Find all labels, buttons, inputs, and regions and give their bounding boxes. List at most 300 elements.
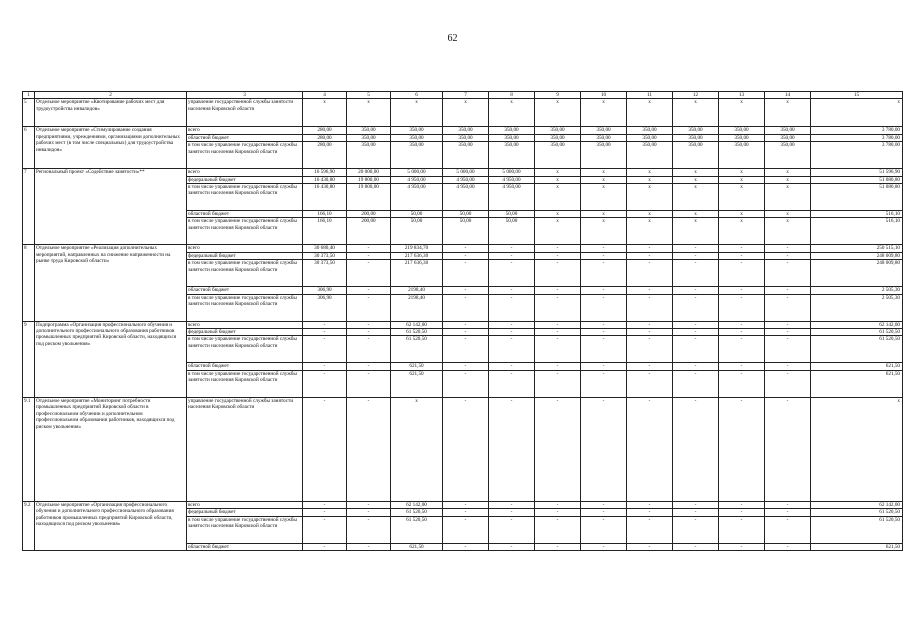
year-value: - [443,397,489,501]
year-value: - [535,501,581,508]
year-value: - [443,370,489,397]
year-value: - [489,397,535,501]
year-value: - [673,260,719,287]
year-value: - [303,370,347,397]
year-value: 350,00 [391,134,443,141]
year-value: - [581,501,627,508]
year-value: 5 000,00 [443,169,489,176]
total-value: 51 596,90 [811,169,903,176]
year-value: - [489,336,535,363]
year-value: х [627,211,673,218]
year-value: - [581,543,627,550]
year-value: 61 520,50 [391,329,443,336]
header-row [23,92,903,99]
year-value: 350,00 [627,134,673,141]
funding-source: федеральный бюджет [187,252,303,259]
year-value: - [673,294,719,321]
year-value: - [581,516,627,543]
year-value: 30 373,50 [303,260,347,287]
funding-source: всего [187,321,303,328]
year-value: - [581,260,627,287]
year-value: - [673,287,719,294]
year-value: 350,00 [443,142,489,169]
year-value: х [581,184,627,211]
year-value: - [673,516,719,543]
table-row [23,245,903,252]
col-header: 8 [489,92,535,99]
year-value: - [443,321,489,328]
year-value: - [765,252,811,259]
year-value: 350,00 [489,142,535,169]
year-value: х [535,169,581,176]
year-value: 350,00 [765,127,811,134]
year-value: х [719,218,765,245]
year-value: - [535,363,581,370]
funding-source: в том числе управление государственной службы занятости населения Кировской области [187,516,303,543]
year-value: - [535,397,581,501]
year-value: х [719,211,765,218]
year-value: - [347,252,391,259]
year-value: - [535,370,581,397]
year-value: х [347,99,391,127]
year-value: 62 142,00 [391,321,443,328]
year-value: - [719,329,765,336]
funding-source: управление государственной службы занятости населения Кировской области [187,99,303,127]
table-row [23,321,903,328]
year-value: 350,00 [489,134,535,141]
funding-source: федеральный бюджет [187,329,303,336]
year-value: 4 950,00 [489,184,535,211]
col-header: 7 [443,92,489,99]
year-value: 350,00 [765,142,811,169]
year-value: 350,00 [581,127,627,134]
year-value: х [627,184,673,211]
year-value: - [627,321,673,328]
year-value: 50,00 [391,218,443,245]
year-value: 306,90 [303,287,347,294]
year-value: - [347,321,391,328]
year-value: - [535,543,581,550]
year-value: - [627,397,673,501]
year-value: - [719,245,765,252]
total-value: 2 505,30 [811,287,903,294]
year-value: 350,00 [581,142,627,169]
year-value: - [443,543,489,550]
year-value: - [347,287,391,294]
funding-source: областной бюджет [187,211,303,218]
year-value: - [673,509,719,516]
year-value: 166,10 [303,211,347,218]
year-value: х [391,99,443,127]
year-value: - [489,543,535,550]
year-value: 306,90 [303,294,347,321]
year-value: 280,00 [303,134,347,141]
year-value: 350,00 [347,142,391,169]
year-value: - [535,321,581,328]
item-number: 9 [23,321,35,397]
year-value: - [347,543,391,550]
year-value: - [719,509,765,516]
year-value: 350,00 [443,134,489,141]
funding-source: в том числе управление государственной службы занятости населения Кировской области [187,184,303,211]
year-value: х [765,99,811,127]
year-value: 350,00 [391,142,443,169]
year-value: х [581,99,627,127]
year-value: 4 950,00 [391,184,443,211]
item-number: 9.1 [23,397,35,501]
year-value: - [303,516,347,543]
year-value: - [765,287,811,294]
funding-source: областной бюджет [187,287,303,294]
year-value: х [627,176,673,183]
item-number: 8 [23,245,35,321]
funding-source: областной бюджет [187,543,303,550]
year-value: х [719,184,765,211]
year-value: - [303,363,347,370]
year-value: х [535,99,581,127]
total-value: 51 080,80 [811,176,903,183]
total-value: 61 520,50 [811,329,903,336]
year-value: - [765,363,811,370]
item-number: 6 [23,127,35,169]
year-value: х [627,169,673,176]
year-value: 350,00 [719,142,765,169]
year-value: 4 950,00 [391,176,443,183]
year-value: х [765,211,811,218]
year-value: 50,00 [391,211,443,218]
col-header: 6 [391,92,443,99]
year-value: - [673,501,719,508]
year-value: 50,00 [443,218,489,245]
funding-source: федеральный бюджет [187,176,303,183]
year-value: - [535,329,581,336]
year-value: 5 000,00 [489,169,535,176]
year-value: х [581,218,627,245]
year-value: 217 636,30 [391,260,443,287]
year-value: 62 142,00 [391,501,443,508]
year-value: - [303,397,347,501]
year-value: х [673,169,719,176]
year-value: - [303,321,347,328]
year-value: - [765,336,811,363]
total-value: 621,50 [811,363,903,370]
year-value: - [765,321,811,328]
year-value: - [581,294,627,321]
measure-name: Отдельное мероприятие «Организация профессионального обучения и дополнительного профессионального образования работников промышленных предприятий Кировской области, находящихся под риском увольнения» [35,501,187,550]
year-value: - [489,501,535,508]
year-value: - [347,370,391,397]
funding-source: областной бюджет [187,363,303,370]
year-value: - [347,294,391,321]
table-row [23,501,903,508]
year-value: - [627,336,673,363]
year-value: 350,00 [535,142,581,169]
funding-source: всего [187,169,303,176]
year-value: - [719,363,765,370]
year-value: 219 834,70 [391,245,443,252]
year-value: х [627,99,673,127]
year-value: - [489,252,535,259]
year-value: 350,00 [347,127,391,134]
year-value: - [765,245,811,252]
funding-source: всего [187,245,303,252]
year-value: 350,00 [489,127,535,134]
year-value: х [535,218,581,245]
total-value: 3 780,00 [811,127,903,134]
year-value: х [535,184,581,211]
year-value: х [489,99,535,127]
funding-source: управление государственной службы занятости населения Кировской области [187,397,303,501]
budget-table [22,91,903,551]
funding-source: в том числе управление государственной службы занятости населения Кировской области [187,370,303,397]
year-value: - [489,321,535,328]
col-header: 13 [719,92,765,99]
year-value: - [627,516,673,543]
col-header: 3 [187,92,303,99]
year-value: - [347,501,391,508]
measure-name: Отдельное мероприятие «Реализация дополнительных мероприятий, направленных на снижение напряженности на рынке труда Кировской области» [35,245,187,321]
year-value: 350,00 [581,134,627,141]
year-value: - [303,501,347,508]
year-value: 350,00 [719,127,765,134]
year-value: - [489,329,535,336]
measure-name: Подпрограмма «Организация профессионального обучения и дополнительного профессионального образования работников промышленных предприятий Кировской области, находящихся под риском увольнения» [35,321,187,397]
measure-name: Региональный проект «Содействие занятости»** [35,169,187,245]
measure-name: Отдельное мероприятие «Квотирование рабочих мест для трудоустройства инвалидов» [35,99,187,127]
total-value: 3 780,00 [811,142,903,169]
year-value: - [303,329,347,336]
funding-source: в том числе управление государственной службы занятости населения Кировской области [187,336,303,363]
year-value: - [719,252,765,259]
col-header: 12 [673,92,719,99]
year-value: х [765,218,811,245]
year-value: - [581,509,627,516]
total-value: 62 142,00 [811,321,903,328]
funding-source: в том числе управление государственной службы занятости населения Кировской области [187,142,303,169]
year-value: - [581,252,627,259]
total-value: 250 515,10 [811,245,903,252]
year-value: - [303,543,347,550]
year-value: - [765,516,811,543]
year-value: - [673,329,719,336]
measure-name: Отдельное мероприятие «Стимулирование создания предприятиями, учреждениями, организациями дополнительных рабочих мест (в том числе специальных) для трудоустройства инвалидов» [35,127,187,169]
year-value: 200,00 [347,211,391,218]
year-value: х [673,184,719,211]
year-value: - [581,321,627,328]
year-value: - [535,245,581,252]
year-value: 350,00 [673,134,719,141]
year-value: 19 800,00 [347,176,391,183]
year-value: - [535,287,581,294]
year-value: 2198,40 [391,294,443,321]
col-header: 5 [347,92,391,99]
year-value: - [581,287,627,294]
year-value: - [347,363,391,370]
total-value: 3 780,00 [811,134,903,141]
year-value: 350,00 [719,134,765,141]
funding-source: всего [187,127,303,134]
year-value: 50,00 [443,211,489,218]
year-value: - [765,543,811,550]
year-value: - [443,363,489,370]
year-value: х [535,211,581,218]
year-value: х [443,99,489,127]
year-value: 350,00 [443,127,489,134]
year-value: - [489,287,535,294]
year-value: х [581,211,627,218]
item-number: 7 [23,169,35,245]
year-value: - [443,287,489,294]
year-value: - [581,370,627,397]
year-value: - [719,321,765,328]
year-value: - [719,501,765,508]
total-value: 61 520,50 [811,509,903,516]
year-value: 350,00 [535,127,581,134]
year-value: х [673,99,719,127]
item-number: 9.2 [23,501,35,550]
total-value: 51 080,80 [811,184,903,211]
year-value: - [765,509,811,516]
year-value: 350,00 [627,142,673,169]
total-value: 61 520,50 [811,336,903,363]
year-value: - [489,509,535,516]
year-value: - [443,501,489,508]
year-value: - [673,397,719,501]
year-value: - [347,260,391,287]
year-value: 5 000,00 [391,169,443,176]
item-number: 5 [23,99,35,127]
total-value: х [811,397,903,501]
year-value: 4 950,00 [489,176,535,183]
year-value: - [489,245,535,252]
year-value: - [347,245,391,252]
year-value: - [673,543,719,550]
col-header: 14 [765,92,811,99]
year-value: - [443,294,489,321]
year-value: х [391,397,443,501]
year-value: 350,00 [535,134,581,141]
total-value: 516,10 [811,218,903,245]
year-value: 61 520,50 [391,336,443,363]
year-value: - [535,336,581,363]
year-value: - [347,336,391,363]
year-value: 2198,40 [391,287,443,294]
year-value: - [719,294,765,321]
year-value: 217 636,30 [391,252,443,259]
year-value: - [719,543,765,550]
year-value: - [627,287,673,294]
year-value: - [673,321,719,328]
table-row [23,397,903,501]
year-value: х [581,176,627,183]
year-value: - [627,501,673,508]
year-value: х [765,184,811,211]
year-value: 50,00 [489,211,535,218]
year-value: 621,50 [391,543,443,550]
year-value: - [303,336,347,363]
table-row [23,99,903,127]
year-value: - [627,363,673,370]
year-value: - [673,245,719,252]
year-value: - [581,336,627,363]
year-value: - [765,370,811,397]
year-value: - [347,397,391,501]
col-header: 9 [535,92,581,99]
total-value: 516,10 [811,211,903,218]
year-value: - [581,363,627,370]
year-value: - [489,370,535,397]
year-value: - [347,509,391,516]
year-value: 4 950,00 [443,184,489,211]
year-value: - [673,370,719,397]
year-value: - [627,260,673,287]
year-value: - [535,509,581,516]
year-value: - [489,363,535,370]
year-value: х [627,218,673,245]
total-value: 621,50 [811,543,903,550]
year-value: 16 430,80 [303,184,347,211]
col-header: 15 [811,92,903,99]
year-value: - [347,329,391,336]
funding-source: федеральный бюджет [187,509,303,516]
year-value: - [443,252,489,259]
year-value: х [719,169,765,176]
funding-source: в том числе управление государственной службы занятости населения Кировской области [187,294,303,321]
year-value: 350,00 [673,142,719,169]
year-value: - [673,363,719,370]
year-value: 50,00 [489,218,535,245]
year-value: 16 596,90 [303,169,347,176]
year-value: 4 950,00 [443,176,489,183]
year-value: х [303,99,347,127]
year-value: - [347,516,391,543]
total-value: 61 520,50 [811,516,903,543]
year-value: - [627,294,673,321]
year-value: - [443,260,489,287]
year-value: х [673,211,719,218]
year-value: х [765,169,811,176]
year-value: - [581,245,627,252]
year-value: - [581,397,627,501]
year-value: х [673,218,719,245]
year-value: - [443,245,489,252]
measure-name: Отдельное мероприятие «Мониторинг потребности промышленных предприятий Кировской области в профессиональном обучении и дополнительном профессиональном образовании работников, находящихся под риском увольнения» [35,397,187,501]
year-value: - [765,501,811,508]
table-row [23,169,903,176]
table-row [23,127,903,134]
year-value: 30 680,40 [303,245,347,252]
year-value: - [627,245,673,252]
year-value: - [489,260,535,287]
col-header: 4 [303,92,347,99]
funding-source: в том числе управление государственной службы занятости населения Кировской области [187,218,303,245]
year-value: х [719,176,765,183]
total-value: х [811,99,903,127]
year-value: - [627,509,673,516]
year-value: 621,50 [391,363,443,370]
year-value: 350,00 [391,127,443,134]
year-value: - [765,294,811,321]
year-value: 20 000,00 [347,169,391,176]
year-value: 350,00 [765,134,811,141]
year-value: 621,50 [391,370,443,397]
page-number: 62 [447,33,458,44]
year-value: х [535,176,581,183]
year-value: - [719,516,765,543]
year-value: - [719,397,765,501]
year-value: х [719,99,765,127]
year-value: 61 520,50 [391,516,443,543]
